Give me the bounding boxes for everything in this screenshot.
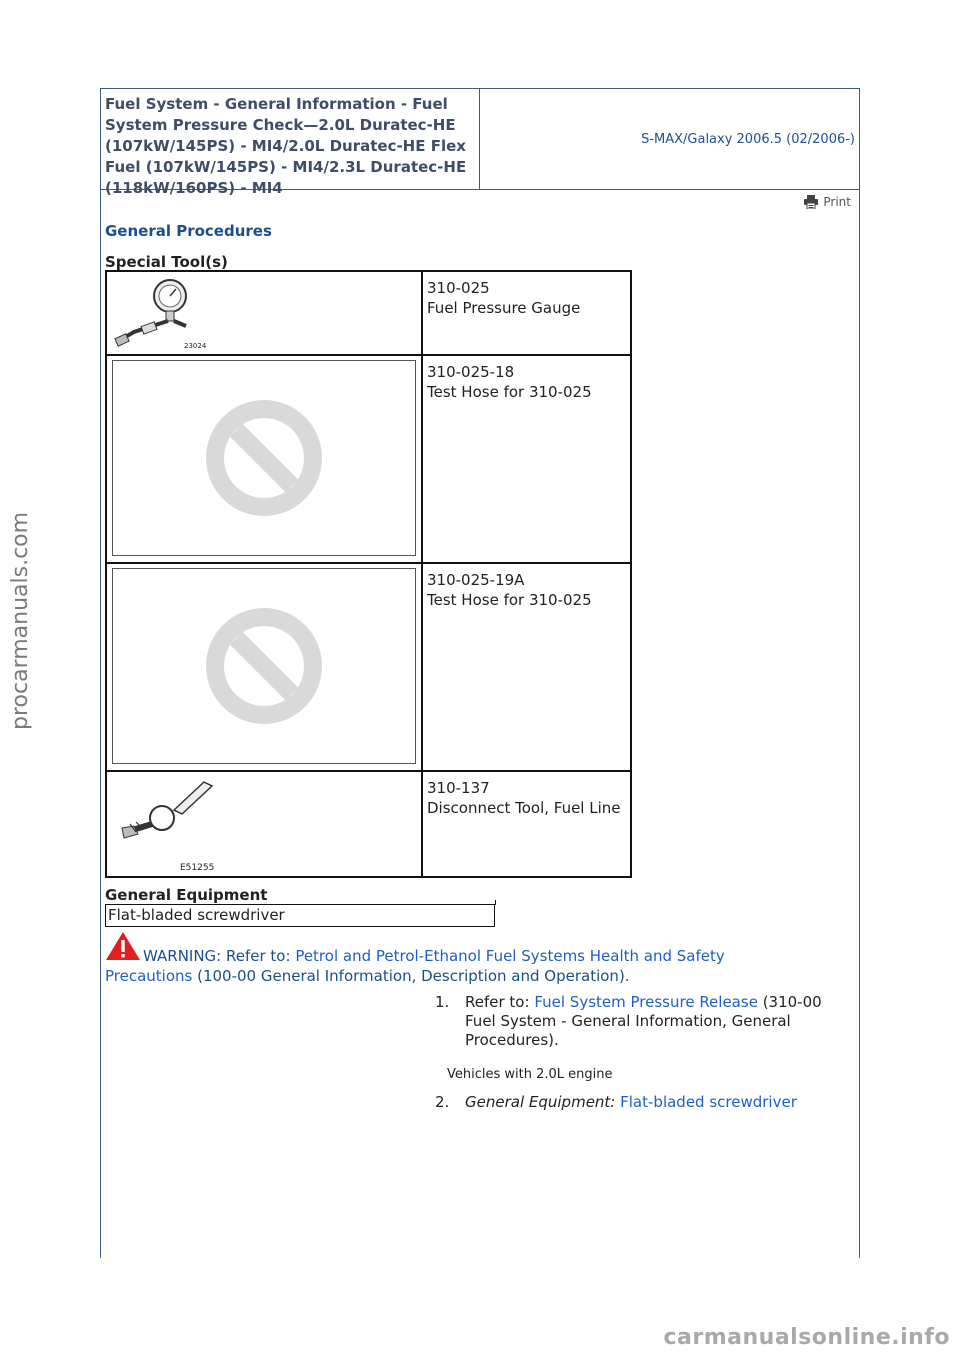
fuel-pressure-gauge-image xyxy=(112,274,222,352)
tool-number: 310-025 xyxy=(427,279,490,297)
procedure-step-1 xyxy=(435,993,855,1050)
no-image-icon xyxy=(202,396,326,520)
image-caption: E51255 xyxy=(180,863,215,873)
tool-name: Test Hose for 310-025 xyxy=(427,383,592,401)
tool-name: Disconnect Tool, Fuel Line xyxy=(427,799,621,817)
tool-image-cell xyxy=(106,563,422,771)
model-label: S-MAX/Galaxy 2006.5 (02/2006-) xyxy=(641,131,855,147)
table-row xyxy=(106,271,631,355)
flat-bladed-screwdriver-link[interactable]: Flat-bladed screwdriver xyxy=(620,1093,797,1111)
warning-icon xyxy=(105,931,141,966)
tool-number: 310-025-18 xyxy=(427,363,515,381)
image-caption: 23024 xyxy=(184,342,207,350)
table-row xyxy=(106,355,631,563)
tool-image-cell xyxy=(106,771,422,877)
tool-description-cell xyxy=(422,271,631,355)
disconnect-tool-image xyxy=(112,774,222,874)
header-row xyxy=(101,89,859,197)
general-equipment-item: Flat-bladed screwdriver xyxy=(105,904,495,927)
tool-image-cell xyxy=(106,271,422,355)
print-label: Print xyxy=(823,195,851,209)
step-prefix: General Equipment: xyxy=(465,1093,621,1111)
tool-image-cell xyxy=(106,355,422,563)
tool-description-cell xyxy=(422,355,631,563)
print-button[interactable] xyxy=(803,195,851,209)
tool-description-cell xyxy=(422,771,631,877)
bottom-watermark: carmanualsonline.info xyxy=(663,1325,950,1350)
side-watermark: procarmanuals.com xyxy=(8,511,33,730)
tool-number: 310-137 xyxy=(427,779,490,797)
step-number: 1. xyxy=(435,993,450,1011)
special-tools-heading: Special Tool(s) xyxy=(105,253,228,271)
step-prefix: Refer to: xyxy=(465,993,535,1011)
tool-description-cell xyxy=(422,563,631,771)
general-equipment-heading: General Equipment xyxy=(105,886,268,904)
section-title: General Procedures xyxy=(105,222,272,240)
vehicles-note: Vehicles with 2.0L engine xyxy=(447,1067,613,1082)
step-body xyxy=(465,993,855,1050)
document-frame xyxy=(100,88,860,1258)
no-image-icon xyxy=(202,604,326,728)
step-number: 2. xyxy=(435,1093,450,1111)
special-tools-table xyxy=(105,270,632,878)
step-suffix: (310-00 Fuel System - General Information, General Procedures). xyxy=(465,993,822,1049)
step-body xyxy=(465,1093,855,1112)
fuel-pressure-release-link[interactable]: Fuel System Pressure Release xyxy=(534,993,758,1011)
tool-name: Fuel Pressure Gauge xyxy=(427,299,581,317)
tool-number: 310-025-19A xyxy=(427,571,525,589)
procedure-step-2 xyxy=(435,1093,855,1112)
no-image-placeholder xyxy=(112,568,416,764)
table-row xyxy=(106,563,631,771)
warning-note xyxy=(105,931,805,986)
warning-prefix: WARNING: Refer to: xyxy=(143,947,296,965)
tool-name: Test Hose for 310-025 xyxy=(427,591,592,609)
no-image-placeholder xyxy=(112,360,416,556)
page-title: Fuel System - General Information - Fuel System Pressure Check—2.0L Duratec-HE (107kW/145PS) - MI4/2.0L Duratec-HE Flex Fuel (107kW/145PS) - MI4/2.3L Duratec-HE (118kW/160PS) - MI4 xyxy=(101,89,480,189)
printer-icon xyxy=(803,195,819,209)
warning-suffix: (100-00 General Information, Description and Operation). xyxy=(192,967,630,985)
health-safety-link[interactable]: Petrol and Petrol-Ethanol Fuel Systems Health and Safety Precautions xyxy=(105,947,725,985)
table-row xyxy=(106,771,631,877)
